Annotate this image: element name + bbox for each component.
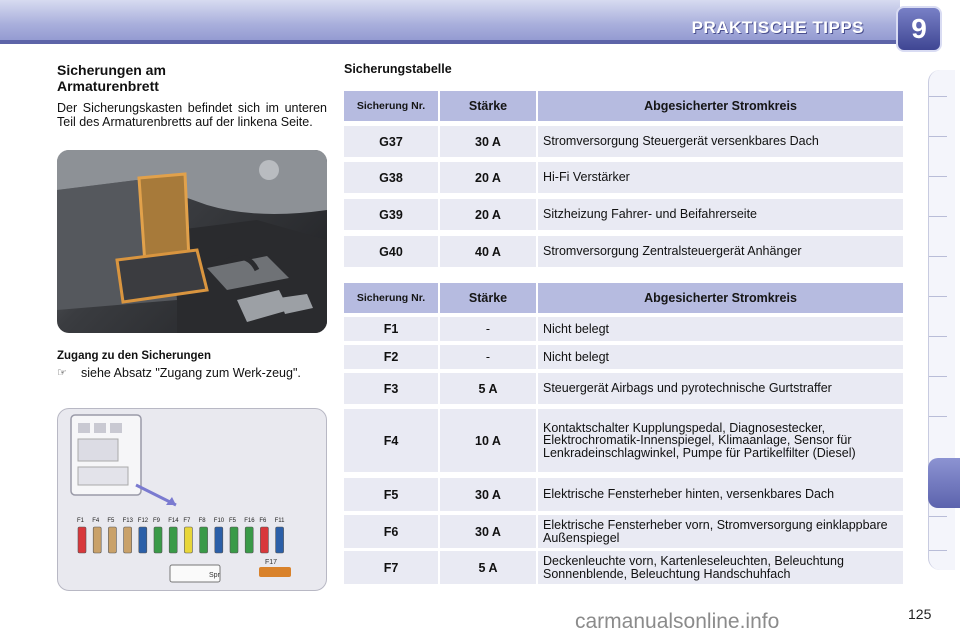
table-cell-nr: G38 [344,162,438,193]
fuse-slot-label: F12 [137,518,149,524]
intro-text: Der Sicherungskasten befindet sich im unteren Teil des Armaturenbretts auf der linkena Seite. [57,101,327,129]
fuse-slot [230,527,238,553]
active-chapter-tab[interactable] [928,458,960,508]
table-cell-nr: G40 [344,236,438,267]
table-cell-amp: 20 A [440,162,536,193]
fuse-slot-label: F16 [244,518,255,524]
fuse-slot-label: F5 [229,518,237,524]
fuse-slot-label: F5 [107,518,115,524]
pointer-hand-icon: ☞ [57,367,67,379]
table-cell-amp: 30 A [440,126,536,157]
fuse-slot-label: F13 [122,518,133,524]
table-cell-circuit: Deckenleuchte vorn, Kartenleseleuchten, Beleuchtung Sonnenblende, Beleuchtung Handschuhfach [538,551,903,584]
table-cell-amp: - [440,317,536,341]
table-cell-circuit: Nicht belegt [538,317,903,341]
table-cell-nr: F3 [344,373,438,404]
table-cell-circuit: Nicht belegt [538,345,903,369]
fuse-slot-label: F11 [274,518,285,524]
table-cell-circuit: Elektrische Fensterheber hinten, versenkbares Dach [538,478,903,511]
table-cell-nr: F6 [344,515,438,548]
table-cell-circuit: Hi-Fi Verstärker [538,162,903,193]
fuse-slot-label: F14 [168,518,179,524]
header-amperage: Stärke [440,91,536,121]
table-cell-nr: G39 [344,199,438,230]
table-cell-amp: 30 A [440,478,536,511]
header-fuse-number: Sicherung Nr. [344,91,438,121]
page-number: 125 [908,606,932,622]
spare-label: Spr [209,572,220,579]
header-circuit: Abgesicherter Stromkreis [538,283,903,313]
table-cell-amp: - [440,345,536,369]
table-cell-nr: F1 [344,317,438,341]
fuse-slot [184,527,192,553]
table-cell-nr: G37 [344,126,438,157]
watermark-text: carmanualsonline.info [575,610,780,633]
table-cell-nr: F4 [344,409,438,472]
fuse-slot [215,527,223,553]
chapter-number-badge: 9 [896,6,942,52]
fuse-table-title: Sicherungstabelle [344,62,452,76]
fuse-slot [93,527,101,553]
table-cell-circuit: Stromversorgung Zentralsteuergerät Anhänger [538,236,903,267]
fuse-slot [260,527,268,553]
dashboard-photo-illustration [57,150,327,333]
table-cell-amp: 10 A [440,409,536,472]
fuse-layout-diagram [57,408,327,591]
dashboard-fusebox-photo [57,150,327,333]
table-cell-amp: 5 A [440,373,536,404]
f17-fuse [259,567,291,577]
table-cell-circuit: Kontaktschalter Kupplungspedal, Diagnosestecker, Elektrochromatik-Innenspiegel, Klimaanlage, Sensor für Lenkradeinschlagwinkel, Pumpe für Partikelfilter (Diesel) [538,409,903,472]
fuse-layout-illustration [58,409,326,590]
fuse-slot [200,527,208,553]
table-cell-circuit: Sitzheizung Fahrer- und Beifahrerseite [538,199,903,230]
header-amperage: Stärke [440,283,536,313]
fuse-slot-label: F10 [213,518,225,524]
table-cell-nr: F7 [344,551,438,584]
section-title: PRAKTISCHE TIPPS [691,18,864,37]
fuse-slot [245,527,253,553]
fuse-slot [139,527,147,553]
table-cell-circuit: Elektrische Fensterheber vorn, Stromversorgung einklappbare Außenspiegel [538,515,903,548]
table-cell-amp: 30 A [440,515,536,548]
table-cell-circuit: Stromversorgung Steuergerät versenkbares Dach [538,126,903,157]
fuse-slot [78,527,86,553]
fuse-slot-label: F6 [259,518,267,524]
table-cell-nr: F2 [344,345,438,369]
fuse-slot [108,527,116,553]
fuse-slot-label: F1 [77,518,85,524]
page-header [0,0,960,52]
table-cell-amp: 20 A [440,199,536,230]
table-cell-amp: 5 A [440,551,536,584]
f17-label: F17 [265,559,278,566]
access-heading: Zugang zu den Sicherungen [57,350,211,362]
fuse-slot [154,527,162,553]
header-fuse-number: Sicherung Nr. [344,283,438,313]
table-cell-circuit: Steuergerät Airbags und pyrotechnische Gurtstraffer [538,373,903,404]
fuse-slot-label: F8 [198,518,206,524]
fuse-slot-label: F4 [92,518,100,524]
fuse-slot-label: F9 [153,518,161,524]
header-circuit: Abgesicherter Stromkreis [538,91,903,121]
section-heading: Sicherungen am Armaturenbrett [57,62,166,94]
fuse-slot [124,527,132,553]
fuse-slot [276,527,284,553]
table-cell-amp: 40 A [440,236,536,267]
fuse-slot-label: F7 [183,518,191,524]
fuse-slot [169,527,177,553]
table-cell-nr: F5 [344,478,438,511]
access-text: siehe Absatz "Zugang zum Werk-zeug". [81,366,301,380]
